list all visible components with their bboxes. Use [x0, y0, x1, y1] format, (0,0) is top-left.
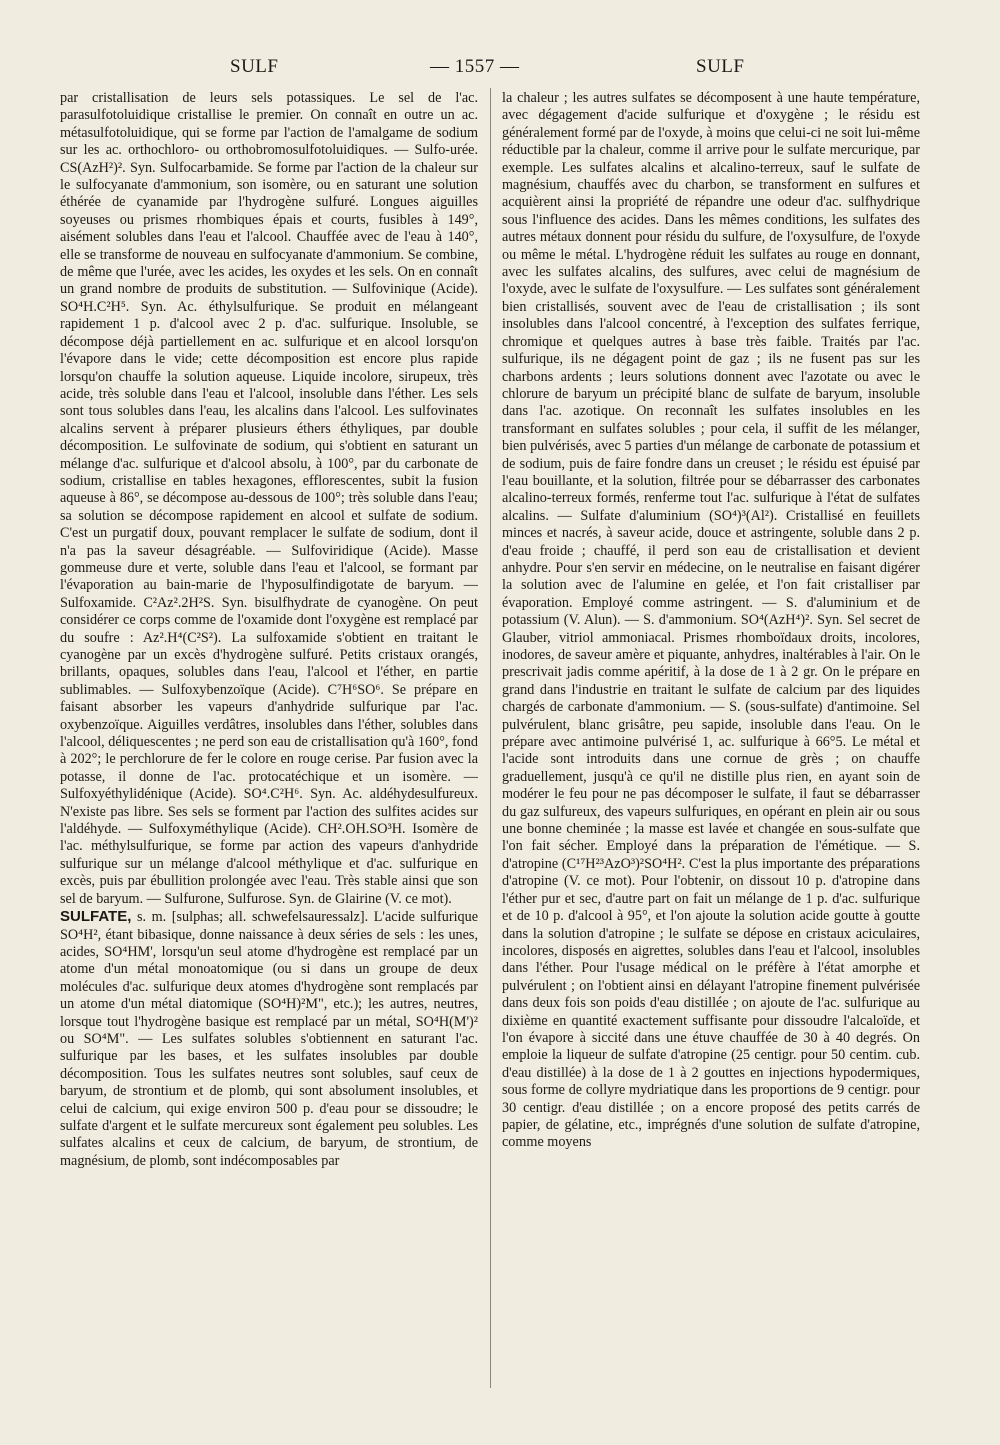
- right-column: [502, 90, 920, 1152]
- left-column: [60, 90, 478, 1170]
- sulfate-headword: SULFATE,: [60, 908, 132, 926]
- header-right-word: SULF: [696, 56, 745, 77]
- column-divider: [490, 88, 491, 1388]
- header-left-word: SULF: [230, 56, 279, 77]
- page-number: — 1557 —: [430, 56, 520, 77]
- sulfate-entry: [60, 908, 478, 1170]
- right-column-text: la chaleur ; les autres sulfates se décomposent à une haute température, avec dégagement d'acide sulfurique et d'oxygène ; le résidu est généralement formé par de l'oxyde, à moins que celui-ci ne soit lui-même réductible par la chaleur, comme il arrive pour le sulfate mercurique, par exemple. Les sulfates alcalins et alcalino-terreux, sauf le sulfate de magnésium, chauffés avec du charbon, se transforment en sulfures et acquièrent ainsi la propriété de répandre une odeur d'ac. sulfhydrique sous l'influence des acides. Dans les mêmes conditions, les sulfates des autres métaux donnent pour résidu du sulfure, de l'oxysulfure, de l'oxyde ou même le métal. L'hydrogène réduit les sulfates au rouge en donnant, avec les sulfates alcalins, des sulfures, avec celui de magnésium de l'oxyde, avec le sulfate de l'oxysulfure. — Les sulfates sont généralement bien cristallisés, souvent avec de l'eau de cristallisation ; ils sont insolubles dans l'alcool concentré, à l'exception des sulfates ferrique, chromique et quelques autres à base très faible. Traités par l'ac. sulfurique, ils ne dégagent point de gaz ; ils ne fusent pas sur les charbons ardents ; leurs solutions donnent avec l'azotate ou avec le chlorure de baryum un précipité blanc de sulfate de baryum, insoluble dans l'ac. azotique. On reconnaît les sulfates insolubles en les transformant en sulfates solubles ; pour cela, il suffit de les mélanger, bien pulvérisés, avec 5 parties d'un mélange de carbonate de potassium et de sodium, puis de faire fondre dans un creuset ; le résidu est épuisé par l'eau bouillante, et la solution, filtrée pour se débarrasser des carbonates alcalino-terreux formés, renferme tout l'ac. sulfurique à l'état de sulfates alcalins. — Sulfate d'aluminium (SO⁴)³(Al²). Cristallisé en feuillets minces et nacrés, à saveur acide, douce et astringente, soluble dans 2 p. d'eau froide ; chauffé, il perd son eau de cristallisation et devient anhydre. Pour s'en servir en médecine, on le neutralise en faisant digérer la solution avec de l'alumine en gelée, et l'on fait cristalliser par évaporation. Employé comme astringent. — S. d'aluminium et de potassium (V. Alun). — S. d'ammonium. SO⁴(AzH⁴)². Syn. Sel secret de Glauber, vitriol ammoniacal. Prismes rhomboïdaux droits, incolores, inodores, de saveur amère et piquante, anhydres, inaltérables à l'air. On le prescrivait jadis comme apéritif, à la dose de 1 à 2 gr. On le prépare en grand dans l'industrie en traitant le sulfate de calcium par des liquides chargés de carbonate d'ammonium. — S. (sous-sulfate) d'antimoine. Sel pulvérulent, blanc grisâtre, peu sapide, insoluble dans l'eau. On le prépare avec antimoine pulvérisé 1, ac. sulfurique à 66°5. Le métal et l'acide sont introduits dans une cornue de grès ; on chauffe graduellement, jusqu'à ce qu'il ne distille plus rien, en ayant soin de modérer le feu pour ne pas décomposer le sulfate, il faut se débarrasser du gaz sulfureux, des vapeurs sulfuriques, en opérant en plein air ou sous une bonne cheminée ; la masse est lavée et changée en sous-sulfate que l'on fait sécher. Employé dans la préparation de l'émétique. — S. d'atropine (C¹⁷H²³AzO³)²SO⁴H². C'est la plus importante des préparations d'atropine (V. ce mot). Pour l'obtenir, on dissout 10 p. d'atropine dans l'éther pur et sec, d'autre part on fait un mélange de 1 p. d'ac. sulfurique et de 10 p. d'alcool à 95°, et l'on ajoute la solution acide goutte à goutte dans la solution d'atropine ; le sulfate se dépose en cristaux aciculaires, incolores, disposés en aigrettes, solubles dans l'eau et l'alcool, insolubles dans l'éther. Pour l'usage médical on le préfère à l'état amorphe et pulvérulent ; on l'obtient ainsi en délayant l'atropine finement pulvérisée dans deux fois son poids d'eau distillée ; on ajoute de l'ac. sulfurique au dixième en quantité exactement suffisante pour dissoudre l'alcaloïde, et l'on évapore à siccité dans une étuve chauffée de 30 à 40 degrés. On emploie la liqueur de sulfate d'atropine (25 centigr. pour 50 centim. cub. d'eau distillée) à la dose de 1 à 2 gouttes en injections hypodermiques, sous forme de collyre mydriatique dans les proportions de 9 centigr. pour 30 centigr. d'eau distillée ; on a encore proposé des petits carrés de papier, de gélatine, etc., imprégnés d'une solution de sulfate d'atropine, comme moyens: [502, 90, 920, 1151]
- left-column-text: par cristallisation de leurs sels potassiques. Le sel de l'ac. parasulfotoluidique cristallise le premier. On connaît en outre un ac. métasulfotoluidique, qui se forme par l'action de l'amalgame de sodium sur les ac. orthochloro- ou orthobromosulfotoluidiques. — Sulfo-urée. CS(AzH²)². Syn. Sulfocarbamide. Se forme par l'action de la chaleur sur le sulfocyanate d'ammonium, son isomère, ou en saturant une solution éthérée de cyanamide par l'hydrogène sulfuré. Longues aiguilles soyeuses ou prismes rhombiques épais et courts, fusibles à 149°, aisément solubles dans l'eau et l'alcool. Chauffée avec de l'eau à 140°, elle se transforme de nouveau en sulfocyanate d'ammonium. Se combine, de même que l'urée, avec les acides, les oxydes et les sels. On en connaît un grand nombre de produits de substitution. — Sulfovinique (Acide). SO⁴H.C²H⁵. Syn. Ac. éthylsulfurique. Se produit en mélangeant rapidement 1 p. d'alcool avec 2 p. d'ac. sulfurique. Insoluble, se décompose déjà partiellement en ac. sulfurique et en alcool lorsqu'on l'évapore dans le vide; cette décomposition est encore plus rapide lorsqu'on chauffe la solution aqueuse. Liquide incolore, sirupeux, très acide, très soluble dans l'eau et l'alcool, insoluble dans l'éther. Les sels sont tous solubles dans l'eau, les alcalins dans l'alcool. Les sulfovinates alcalins servent à préparer plusieurs éthers éthyliques, par double décomposition. Le sulfovinate de sodium, qui s'obtient en saturant un mélange d'ac. sulfurique et d'alcool absolu, à 100°, par du carbonate de sodium, cristallise en tables hexagones, efflorescentes, subit la fusion aqueuse à 86°, se décompose au-dessous de 100°; très soluble dans l'eau; sa solution se décompose rapidement en alcool et sulfate de sodium. C'est un purgatif doux, pouvant remplacer le sulfate de sodium, dont il n'a pas la saveur désagréable. — Sulfoviridique (Acide). Masse gommeuse dure et verte, soluble dans l'eau et l'alcool, se formant par l'évaporation au bain-marie de l'hyposulfindigotate de baryum. — Sulfoxamide. C²Az².2H²S. Syn. bisulfhydrate de cyanogène. On peut considérer ce corps comme de l'oxamide dont l'oxygène est remplacé par du soufre : Az².H⁴(C²S²). La sulfoxamide s'obtient en traitant le cyanogène par un excès d'hydrogène sulfuré. Petits cristaux orangés, brillants, opaques, solubles dans l'eau, l'alcool et l'éther, en partie sublimables. — Sulfoxybenzoïque (Acide). C⁷H⁶SO⁶. Se prépare en faisant absorber les vapeurs d'anhydride sulfurique par l'ac. oxybenzoïque. Aiguilles verdâtres, insolubles dans l'éther, solubles dans l'alcool, déliquescentes ; ne perd son eau de cristallisation qu'à 160°, fond à 202°; le perchlorure de fer le colore en rouge cerise. Par fusion avec la potasse, il donne de l'ac. protocatéchique et un isomère. — Sulfoxyéthylidénique (Acide). SO⁴.C²H⁶. Syn. Ac. aldéhydesulfureux. N'existe pas libre. Ses sels se forment par l'action des sulfites acides sur l'aldéhyde. — Sulfoxyméthylique (Acide). CH².OH.SO³H. Isomère de l'ac. méthylsulfurique, se forme par action des vapeurs d'anhydride sulfurique sur un mélange d'alcool méthylique et d'ac. sulfurique en excès, puis par ébullition prolongée avec l'eau. Très stable ainsi que son sel de baryum. — Sulfurone, Sulfurose. Syn. de Glairine (V. ce mot).: [60, 90, 478, 907]
- running-header: [60, 56, 940, 82]
- sulfate-entry-text: s. m. [sulphas; all. schwefelsauressalz]. L'acide sulfurique SO⁴H², étant bibasique, donne naissance à deux séries de sels : les unes, acides, SO⁴HM', lorsqu'un seul atome d'hydrogène est remplacé par un atome d'un métal monoatomique (ou si dans un groupe de deux molécules d'ac. sulfurique deux atomes d'hydrogène sont remplacés par un atome d'un métal diatomique (SO⁴H)²M", etc.); les autres, neutres, lorsque tout l'hydrogène basique est remplacé par un métal, SO⁴H(M')² ou SO⁴M". — Les sulfates solubles s'obtiennent en saturant l'ac. sulfurique par les bases, et les sulfates insolubles par double décomposition. Tous les sulfates neutres sont solubles, sauf ceux de baryum, de strontium et de plomb, qui sont absolument insolubles, et celui de calcium, qui exige environ 500 p. d'eau pour se dissoudre; le sulfate d'argent et le sulfate mercureux sont également peu solubles. Les sulfates alcalins et ceux de calcium, de baryum, de strontium, de magnésium, de plomb, sont indécomposables par: [60, 909, 478, 1169]
